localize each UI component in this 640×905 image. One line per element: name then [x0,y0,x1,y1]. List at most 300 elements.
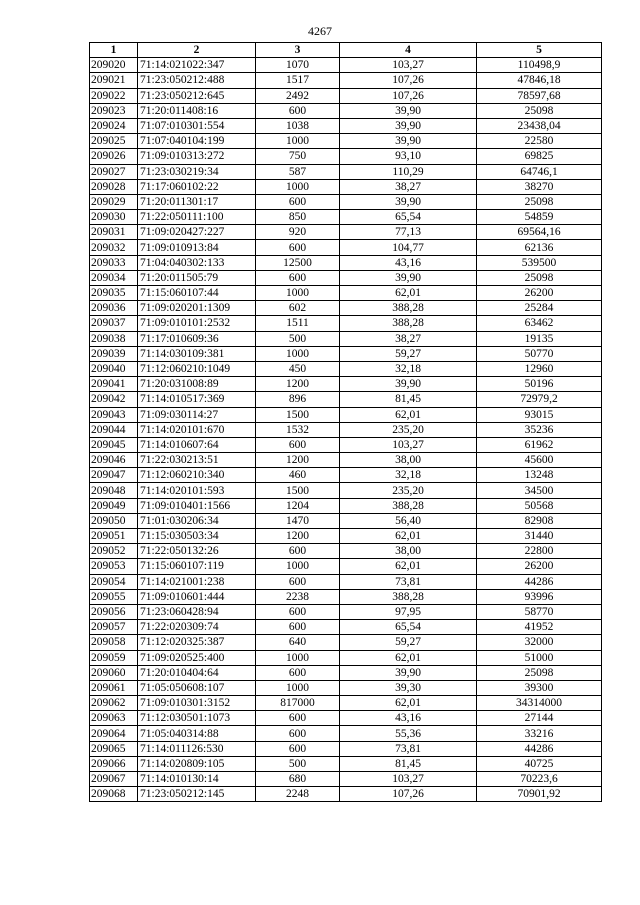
cadastral-number-cell: 71:15:060107:119 [138,559,256,574]
area-cell: 1200 [256,453,340,468]
value-cell: 31440 [477,529,602,544]
area-cell: 500 [256,331,340,346]
row-number-cell: 209038 [90,331,138,346]
area-cell: 600 [256,270,340,285]
row-number-cell: 209024 [90,118,138,133]
area-cell: 1500 [256,483,340,498]
rate-cell: 38,00 [340,544,477,559]
area-cell: 450 [256,361,340,376]
area-cell: 12500 [256,255,340,270]
cadastral-number-cell: 71:23:050212:145 [138,787,256,802]
value-cell: 93996 [477,589,602,604]
value-cell: 25098 [477,103,602,118]
rate-cell: 235,20 [340,483,477,498]
cadastral-number-cell: 71:12:060210:1049 [138,361,256,376]
area-cell: 1000 [256,680,340,695]
column-header-1: 1 [90,43,138,58]
cadastral-number-cell: 71:09:010313:272 [138,149,256,164]
value-cell: 34500 [477,483,602,498]
row-number-cell: 209054 [90,574,138,589]
rate-cell: 103,27 [340,437,477,452]
cadastral-number-cell: 71:09:020201:1309 [138,301,256,316]
cadastral-number-cell: 71:23:050212:488 [138,73,256,88]
table-row [90,392,602,407]
value-cell: 26200 [477,286,602,301]
rate-cell: 73,81 [340,741,477,756]
area-cell: 600 [256,711,340,726]
table-row [90,240,602,255]
row-number-cell: 209057 [90,620,138,635]
cadastral-number-cell: 71:22:050111:100 [138,210,256,225]
cadastral-number-cell: 71:20:031008:89 [138,377,256,392]
row-number-cell: 209043 [90,407,138,422]
table-row [90,422,602,437]
table-row [90,134,602,149]
cadastral-number-cell: 71:09:010913:84 [138,240,256,255]
row-number-cell: 209023 [90,103,138,118]
rate-cell: 32,18 [340,468,477,483]
rate-cell: 110,29 [340,164,477,179]
row-number-cell: 209026 [90,149,138,164]
value-cell: 50196 [477,377,602,392]
value-cell: 54859 [477,210,602,225]
table-row [90,437,602,452]
table-row [90,407,602,422]
table-row [90,73,602,88]
rate-cell: 59,27 [340,635,477,650]
area-cell: 600 [256,665,340,680]
row-number-cell: 209031 [90,225,138,240]
cadastral-number-cell: 71:14:020101:670 [138,422,256,437]
rate-cell: 38,27 [340,179,477,194]
area-cell: 1038 [256,118,340,133]
cadastral-number-cell: 71:09:020525:400 [138,650,256,665]
rate-cell: 56,40 [340,513,477,528]
cadastral-number-cell: 71:23:030219:34 [138,164,256,179]
row-number-cell: 209025 [90,134,138,149]
value-cell: 44286 [477,574,602,589]
cadastral-number-cell: 71:23:050212:645 [138,88,256,103]
area-cell: 2492 [256,88,340,103]
rate-cell: 388,28 [340,316,477,331]
value-cell: 69825 [477,149,602,164]
area-cell: 920 [256,225,340,240]
cadastral-number-cell: 71:14:011126:530 [138,741,256,756]
cadastral-number-cell: 71:12:030501:1073 [138,711,256,726]
value-cell: 47846,18 [477,73,602,88]
row-number-cell: 209039 [90,346,138,361]
cadastral-number-cell: 71:20:011301:17 [138,194,256,209]
cadastral-number-cell: 71:14:021001:238 [138,574,256,589]
row-number-cell: 209037 [90,316,138,331]
table-row [90,756,602,771]
cadastral-number-cell: 71:20:010404:64 [138,665,256,680]
rate-cell: 65,54 [340,620,477,635]
cadastral-number-cell: 71:22:020309:74 [138,620,256,635]
row-number-cell: 209027 [90,164,138,179]
table-row [90,483,602,498]
table-row [90,164,602,179]
rate-cell: 103,27 [340,58,477,73]
row-number-cell: 209040 [90,361,138,376]
row-number-cell: 209062 [90,696,138,711]
row-number-cell: 209042 [90,392,138,407]
table-row [90,377,602,392]
table-row [90,665,602,680]
rate-cell: 388,28 [340,589,477,604]
cadastral-number-cell: 71:12:060210:340 [138,468,256,483]
area-cell: 850 [256,210,340,225]
cadastral-number-cell: 71:15:060107:44 [138,286,256,301]
row-number-cell: 209032 [90,240,138,255]
value-cell: 39300 [477,680,602,695]
row-number-cell: 209048 [90,483,138,498]
rate-cell: 62,01 [340,696,477,711]
area-cell: 1070 [256,58,340,73]
cadastral-number-cell: 71:20:011505:79 [138,270,256,285]
area-cell: 2238 [256,589,340,604]
row-number-cell: 209034 [90,270,138,285]
row-number-cell: 209063 [90,711,138,726]
row-number-cell: 209049 [90,498,138,513]
area-cell: 1000 [256,650,340,665]
value-cell: 41952 [477,620,602,635]
row-number-cell: 209065 [90,741,138,756]
rate-cell: 62,01 [340,559,477,574]
row-number-cell: 209050 [90,513,138,528]
column-header-2: 2 [138,43,256,58]
column-header-5: 5 [477,43,602,58]
table-row [90,149,602,164]
area-cell: 602 [256,301,340,316]
rate-cell: 81,45 [340,392,477,407]
area-cell: 600 [256,194,340,209]
value-cell: 62136 [477,240,602,255]
column-header-4: 4 [340,43,477,58]
value-cell: 93015 [477,407,602,422]
cadastral-number-cell: 71:23:060428:94 [138,604,256,619]
area-cell: 1532 [256,422,340,437]
value-cell: 26200 [477,559,602,574]
rate-cell: 73,81 [340,574,477,589]
table-row [90,787,602,802]
table-row [90,772,602,787]
row-number-cell: 209020 [90,58,138,73]
rate-cell: 77,13 [340,225,477,240]
table-row [90,604,602,619]
row-number-cell: 209045 [90,437,138,452]
area-cell: 1000 [256,559,340,574]
area-cell: 1204 [256,498,340,513]
table-row [90,255,602,270]
row-number-cell: 209068 [90,787,138,802]
cadastral-number-cell: 71:05:040314:88 [138,726,256,741]
area-cell: 600 [256,741,340,756]
table-row [90,544,602,559]
area-cell: 640 [256,635,340,650]
area-cell: 600 [256,437,340,452]
table-row [90,529,602,544]
rate-cell: 235,20 [340,422,477,437]
rate-cell: 43,16 [340,255,477,270]
rate-cell: 388,28 [340,498,477,513]
value-cell: 35236 [477,422,602,437]
value-cell: 25098 [477,270,602,285]
rate-cell: 39,90 [340,103,477,118]
cadastral-number-cell: 71:04:040302:133 [138,255,256,270]
rate-cell: 97,95 [340,604,477,619]
value-cell: 32000 [477,635,602,650]
cadastral-number-cell: 71:22:050132:26 [138,544,256,559]
rate-cell: 103,27 [340,772,477,787]
table-row [90,620,602,635]
row-number-cell: 209046 [90,453,138,468]
rate-cell: 107,26 [340,787,477,802]
cadastral-number-cell: 71:01:030206:34 [138,513,256,528]
area-cell: 817000 [256,696,340,711]
row-number-cell: 209047 [90,468,138,483]
rate-cell: 39,90 [340,118,477,133]
rate-cell: 39,90 [340,377,477,392]
row-number-cell: 209064 [90,726,138,741]
table-row [90,635,602,650]
cadastral-number-cell: 71:07:040104:199 [138,134,256,149]
area-cell: 1000 [256,346,340,361]
value-cell: 64746,1 [477,164,602,179]
rate-cell: 93,10 [340,149,477,164]
area-cell: 896 [256,392,340,407]
value-cell: 25098 [477,194,602,209]
cadastral-number-cell: 71:09:010601:444 [138,589,256,604]
rate-cell: 65,54 [340,210,477,225]
row-number-cell: 209061 [90,680,138,695]
value-cell: 27144 [477,711,602,726]
cadastral-number-cell: 71:17:060102:22 [138,179,256,194]
value-cell: 51000 [477,650,602,665]
rate-cell: 104,77 [340,240,477,255]
area-cell: 1200 [256,377,340,392]
table-row [90,650,602,665]
cadastral-number-cell: 71:22:030213:51 [138,453,256,468]
header-row [90,43,602,58]
table-row [90,589,602,604]
area-cell: 1000 [256,179,340,194]
area-cell: 600 [256,620,340,635]
table-row [90,680,602,695]
table-row [90,331,602,346]
cadastral-number-cell: 71:14:021022:347 [138,58,256,73]
area-cell: 587 [256,164,340,179]
value-cell: 110498,9 [477,58,602,73]
value-cell: 50770 [477,346,602,361]
value-cell: 34314000 [477,696,602,711]
table-row [90,225,602,240]
row-number-cell: 209052 [90,544,138,559]
rate-cell: 62,01 [340,286,477,301]
cadastral-number-cell: 71:14:030109:381 [138,346,256,361]
value-cell: 69564,16 [477,225,602,240]
rate-cell: 39,90 [340,134,477,149]
column-header-3: 3 [256,43,340,58]
row-number-cell: 209030 [90,210,138,225]
value-cell: 40725 [477,756,602,771]
value-cell: 19135 [477,331,602,346]
area-cell: 1500 [256,407,340,422]
cadastral-number-cell: 71:14:010517:369 [138,392,256,407]
table-row [90,210,602,225]
table-row [90,741,602,756]
row-number-cell: 209022 [90,88,138,103]
area-cell: 1517 [256,73,340,88]
table-row [90,270,602,285]
rate-cell: 43,16 [340,711,477,726]
row-number-cell: 209029 [90,194,138,209]
table-row [90,453,602,468]
cadastral-number-cell: 71:09:010301:3152 [138,696,256,711]
data-table [89,42,602,802]
cadastral-number-cell: 71:15:030503:34 [138,529,256,544]
value-cell: 78597,68 [477,88,602,103]
area-cell: 1470 [256,513,340,528]
cadastral-number-cell: 71:09:020427:227 [138,225,256,240]
table-row [90,179,602,194]
table-row [90,696,602,711]
rate-cell: 59,27 [340,346,477,361]
area-cell: 500 [256,756,340,771]
cadastral-number-cell: 71:14:010130:14 [138,772,256,787]
area-cell: 1000 [256,134,340,149]
area-cell: 2248 [256,787,340,802]
cadastral-number-cell: 71:07:010301:554 [138,118,256,133]
area-cell: 1000 [256,286,340,301]
row-number-cell: 209059 [90,650,138,665]
value-cell: 63462 [477,316,602,331]
table-row [90,118,602,133]
row-number-cell: 209033 [90,255,138,270]
value-cell: 58770 [477,604,602,619]
rate-cell: 388,28 [340,301,477,316]
table-row [90,468,602,483]
table-row [90,88,602,103]
row-number-cell: 209056 [90,604,138,619]
value-cell: 50568 [477,498,602,513]
value-cell: 82908 [477,513,602,528]
row-number-cell: 209060 [90,665,138,680]
rate-cell: 62,01 [340,529,477,544]
area-cell: 1200 [256,529,340,544]
table-row [90,513,602,528]
area-cell: 680 [256,772,340,787]
row-number-cell: 209041 [90,377,138,392]
row-number-cell: 209036 [90,301,138,316]
rate-cell: 62,01 [340,407,477,422]
area-cell: 600 [256,726,340,741]
table-row [90,103,602,118]
cadastral-number-cell: 71:09:030114:27 [138,407,256,422]
row-number-cell: 209058 [90,635,138,650]
area-cell: 600 [256,240,340,255]
table-row [90,559,602,574]
rate-cell: 62,01 [340,650,477,665]
rate-cell: 107,26 [340,73,477,88]
table-row [90,726,602,741]
table-row [90,286,602,301]
rate-cell: 38,00 [340,453,477,468]
value-cell: 22800 [477,544,602,559]
value-cell: 22580 [477,134,602,149]
table-body [90,58,602,802]
value-cell: 70901,92 [477,787,602,802]
value-cell: 25284 [477,301,602,316]
cadastral-number-cell: 71:09:010101:2532 [138,316,256,331]
row-number-cell: 209055 [90,589,138,604]
area-cell: 600 [256,544,340,559]
page-number: 4267 [308,24,332,38]
row-number-cell: 209051 [90,529,138,544]
row-number-cell: 209067 [90,772,138,787]
table-row [90,361,602,376]
table-row [90,346,602,361]
area-cell: 750 [256,149,340,164]
table-row [90,498,602,513]
area-cell: 600 [256,574,340,589]
value-cell: 70223,6 [477,772,602,787]
cadastral-number-cell: 71:14:020101:593 [138,483,256,498]
value-cell: 33216 [477,726,602,741]
rate-cell: 38,27 [340,331,477,346]
row-number-cell: 209028 [90,179,138,194]
value-cell: 539500 [477,255,602,270]
area-cell: 460 [256,468,340,483]
cadastral-number-cell: 71:12:020325:387 [138,635,256,650]
value-cell: 61962 [477,437,602,452]
rate-cell: 39,90 [340,665,477,680]
area-cell: 1511 [256,316,340,331]
table-row [90,301,602,316]
row-number-cell: 209021 [90,73,138,88]
table-row [90,711,602,726]
value-cell: 38270 [477,179,602,194]
cadastral-number-cell: 71:14:020809:105 [138,756,256,771]
rate-cell: 55,36 [340,726,477,741]
table-row [90,194,602,209]
row-number-cell: 209044 [90,422,138,437]
value-cell: 12960 [477,361,602,376]
value-cell: 23438,04 [477,118,602,133]
rate-cell: 39,30 [340,680,477,695]
table-row [90,58,602,73]
rate-cell: 81,45 [340,756,477,771]
value-cell: 25098 [477,665,602,680]
value-cell: 44286 [477,741,602,756]
value-cell: 72979,2 [477,392,602,407]
cadastral-number-cell: 71:20:011408:16 [138,103,256,118]
rate-cell: 39,90 [340,194,477,209]
value-cell: 45600 [477,453,602,468]
table-row [90,316,602,331]
row-number-cell: 209035 [90,286,138,301]
cadastral-number-cell: 71:17:010609:36 [138,331,256,346]
rate-cell: 39,90 [340,270,477,285]
rate-cell: 107,26 [340,88,477,103]
cadastral-number-cell: 71:09:010401:1566 [138,498,256,513]
cadastral-number-cell: 71:05:050608:107 [138,680,256,695]
table-row [90,574,602,589]
area-cell: 600 [256,604,340,619]
row-number-cell: 209066 [90,756,138,771]
rate-cell: 32,18 [340,361,477,376]
value-cell: 13248 [477,468,602,483]
